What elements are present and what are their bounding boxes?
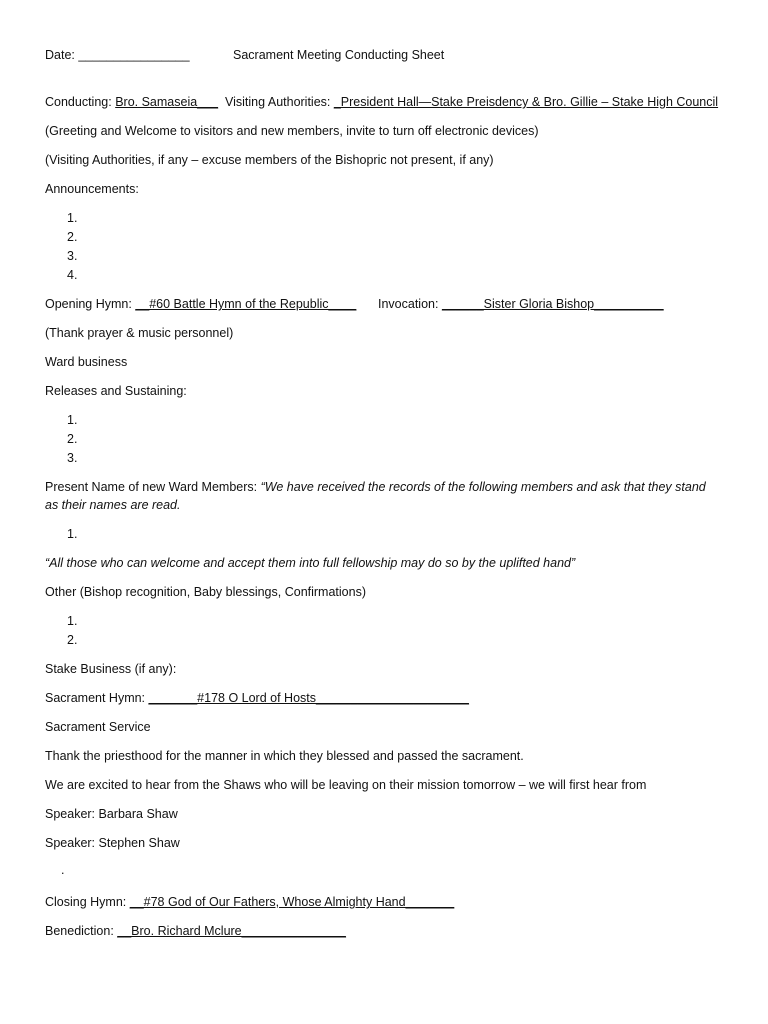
- closing-hymn-value: __#78 God of Our Fathers, Whose Almighty Hand_______: [129, 895, 455, 909]
- new-members-label: Present Name of new Ward Members:: [45, 480, 261, 494]
- thank-priesthood-text: Thank the priesthood for the manner in which they blessed and passed the sacrament.: [45, 749, 524, 763]
- closing-hymn-line: [45, 893, 454, 911]
- conducting-label: Conducting:: [45, 95, 116, 109]
- benediction-value: __Bro. Richard Mclure_______________: [117, 924, 346, 938]
- conducting-line: [45, 93, 218, 111]
- other-label: Other (Bishop recognition, Baby blessings, Confirmations): [45, 585, 366, 599]
- announcement-item: 3.: [67, 249, 78, 263]
- visiting-value: _President Hall—Stake Preisdency & Bro. Gillie – Stake High Council: [333, 95, 719, 109]
- conducting-value: Bro. Samaseia___: [115, 95, 219, 109]
- new-member-item: 1.: [67, 527, 78, 541]
- invocation-label: Invocation:: [378, 297, 442, 311]
- speaker-line: Speaker: Stephen Shaw: [45, 836, 180, 850]
- closing-hymn-label: Closing Hymn:: [45, 895, 130, 909]
- invocation-value: ______Sister Gloria Bishop__________: [441, 297, 664, 311]
- benediction-label: Benediction:: [45, 924, 118, 938]
- sacrament-hymn-line: [45, 689, 469, 707]
- greeting-note: (Greeting and Welcome to visitors and new members, invite to turn off electronic devices): [45, 124, 539, 138]
- opening-hymn-label: Opening Hymn:: [45, 297, 136, 311]
- release-item: 1.: [67, 413, 78, 427]
- release-item: 2.: [67, 432, 78, 446]
- announcements-label: Announcements:: [45, 182, 139, 196]
- visiting-note: (Visiting Authorities, if any – excuse members of the Bishopric not present, if any): [45, 153, 494, 167]
- date-blank: ________________: [78, 48, 190, 62]
- releases-label: Releases and Sustaining:: [45, 384, 187, 398]
- thank-note: (Thank prayer & music personnel): [45, 326, 234, 340]
- date-label: Date:: [45, 48, 79, 62]
- stray-dot: .: [61, 863, 65, 877]
- ward-business-heading: Ward business: [45, 355, 128, 369]
- sacrament-hymn-value: _______#178 O Lord of Hosts______________________: [148, 691, 469, 705]
- invocation-line: [378, 295, 664, 313]
- other-item: 1.: [67, 614, 78, 628]
- fellowship-quote: “All those who can welcome and accept them into full fellowship may do so by the uplifted hand”: [45, 556, 576, 570]
- date-line: [45, 46, 190, 64]
- visiting-authorities-line: [225, 93, 718, 111]
- opening-hymn-value: __#60 Battle Hymn of the Republic____: [135, 297, 357, 311]
- release-item: 3.: [67, 451, 78, 465]
- opening-hymn-line: [45, 295, 356, 313]
- new-members-line: [45, 478, 706, 496]
- speaker-line: Speaker: Barbara Shaw: [45, 807, 178, 821]
- benediction-line: [45, 922, 346, 940]
- sacrament-hymn-label: Sacrament Hymn:: [45, 691, 149, 705]
- announcement-item: 1.: [67, 211, 78, 225]
- stake-business-heading: Stake Business (if any):: [45, 662, 177, 676]
- new-members-quote: “We have received the records of the following members and ask that they stand: [260, 480, 706, 494]
- visiting-label: Visiting Authorities:: [225, 95, 334, 109]
- announcement-item: 2.: [67, 230, 78, 244]
- page-title: Sacrament Meeting Conducting Sheet: [233, 48, 445, 62]
- missionary-intro-text: We are excited to hear from the Shaws who will be leaving on their mission tomorrow – we will first hear from: [45, 778, 647, 792]
- sacrament-service-heading: Sacrament Service: [45, 720, 151, 734]
- new-members-quote-cont: as their names are read.: [45, 498, 181, 512]
- announcement-item: 4.: [67, 268, 78, 282]
- other-item: 2.: [67, 633, 78, 647]
